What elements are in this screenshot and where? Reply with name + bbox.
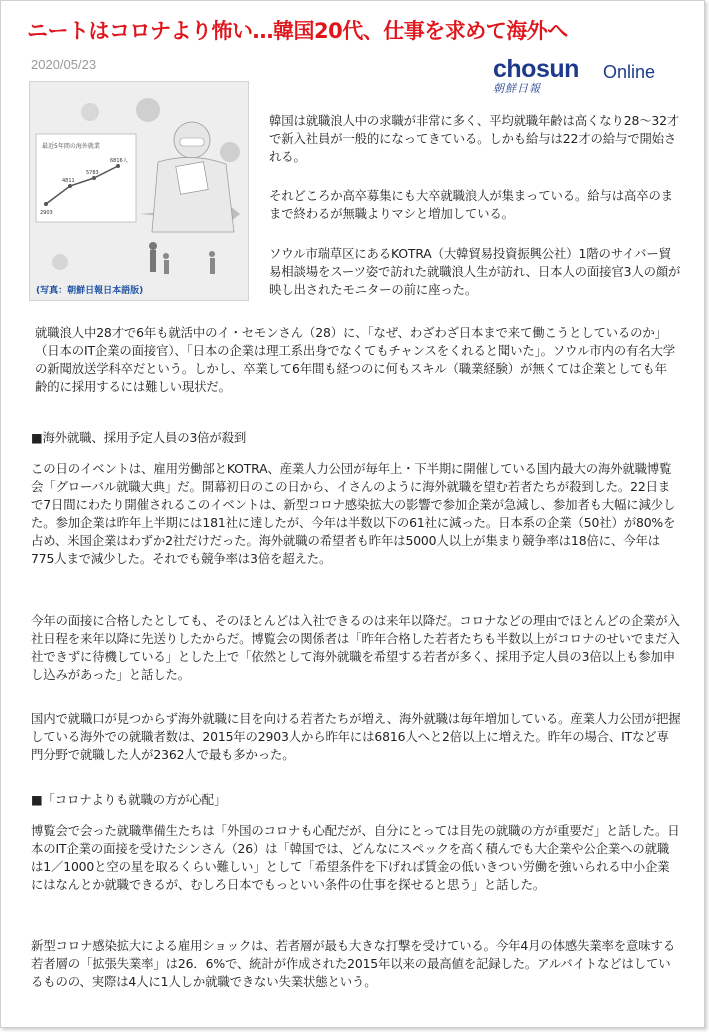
paragraph-6: 今年の面接に合格したとしても、そのほとんどは入社できるのは来年以降だ。コロナなどの理由でほとんどの企業が入社日程を来年以降に先送りしたからだ。博覧会の関係者は「昨年合格した若者たちも半数以上がコロナのせいでまだ入社できずに待機している」とした上で「依然として海外就職を希望する若者が多く、採用予定人員の3倍以上も参加申し込みがあった」と話した。 [31,613,680,682]
photo-caption: (写真：朝鮮日報日本語版) [36,286,144,296]
paragraph-4: 就職浪人中28才で6年も就活中のイ・セモンさん（28）に、「なぜ、わざわざ日本まで来て働こうとしているのか」（日本のIT企業の面接官）、「日本の企業は理工系出身でなくてもチャンスをくれると聞いた」。ソウル市内の有名大学の新聞放送学科卒だという。しかし、卒業して6年間も経つのに何もスキル（職業経験）が無くては企業としても年齢的に採用するには難しい現状だ。 [35,325,675,394]
paragraph-1: 韓国は就職浪人中の求職が非常に多く、平均就職年齢は高くなり28～32才で新入社員が一般的になってきている。しかも給与は22才の給与で開始される。 [269,113,680,164]
paragraph-2: それどころか高卒募集にも大卒就職浪人が集まっている。給与は高卒のままで終わるが無職よりマシと増加している。 [269,188,673,221]
brand-suffix: Online [603,62,656,82]
brand-logo[interactable] [493,55,673,93]
paragraph-7: 国内で就職口が見つからず海外就職に目を向ける若者たちが増え、海外就職は毎年増加している。産業人力公団が把握している海外での就職者数は、2015年の2903人から昨年には6816人へと2倍以上に増えた。昨年の場合、ITなど専門分野で就職した人が2362人で最も多かった。 [31,711,681,762]
brand-kanji: 朝鮮日報 [493,82,541,95]
paragraph-9: 新型コロナ感染拡大による雇用ショックは、若者層が最も大きな打撃を受けている。今年4月の体感失業率を意味する若者層の「拡張失業率」は26．6%で、統計が作成された2015年以来の最高値を記録した。アルバイトなどはしているものの、実際は4人に1人しか就職できない失業状態という。 [31,938,675,989]
publish-date: 2020/05/23 [31,57,97,72]
paragraph-8: 博覧会で会った就職準備生たちは「外国のコロナも心配だが、自分にとっては目先の就職の方が重要だ」と話した。日本のIT企業の面接を受けたシンさん（26）は「韓国では、どんなにスペックを高く積んでも大企業や公企業への就職は1／1000と空の星を取るくらい難しい」として「希望条件を下げれば賃金の低いきつい労働を強いられる中小企業にはなんとか就職できるが、むしろ日本でもっといい条件の仕事を探せると思う」と話した。 [31,823,680,892]
section-heading-2: ■「コロナよりも就職の方が心配」 [31,792,227,807]
paragraph-5: この日のイベントは、雇用労働部とKOTRA、産業人力公団が毎年上・下半期に開催している国内最大の海外就職博覧会「グローバル就職大典」だ。開幕初日のこの日から、イさんのように海外就職を望む若者たちが殺到した。22日まで7日間にわたり開催されるこのイベントは、新型コロナ感染拡大の影響で参加企業が急減し、参加者も大幅に減少した。参加企業は昨年上半期には181社に達したが、今年は半数以下の61社に減った。日本系の企業（50社）が80%を占め、米国企業はわずか2社だけだった。海外就職の希望者も昨年は5000人以上が集まり競争率は18倍に、今年は775人まで減少した。それでも競争率は3倍を超えた。 [31,461,676,566]
illustration-graphic [30,82,249,301]
chart-value-1: 2903 [40,210,53,216]
chart-value-4: 6816人 [110,158,128,164]
brand-name: chosun [493,55,579,83]
chart-value-2: 4811 [62,178,75,184]
chart-value-3: 5783 [86,170,99,176]
chart-title-text: 最近5年間の海外就業 [42,143,100,150]
section-heading-1: ■海外就職、採用予定人員の3倍が殺到 [31,430,247,445]
article-illustration [29,81,249,301]
headline: ニートはコロナより怖い…韓国20代、仕事を求めて海外へ [27,19,568,43]
paragraph-3: ソウル市瑞草区にあるKOTRA（大韓貿易投資振興公社）1階のサイバー貿易相談場をスーツ姿で訪れた就職浪人生が訪れ、日本人の面接官3人の顔が映し出されたモニターの前に座った。 [269,246,681,297]
